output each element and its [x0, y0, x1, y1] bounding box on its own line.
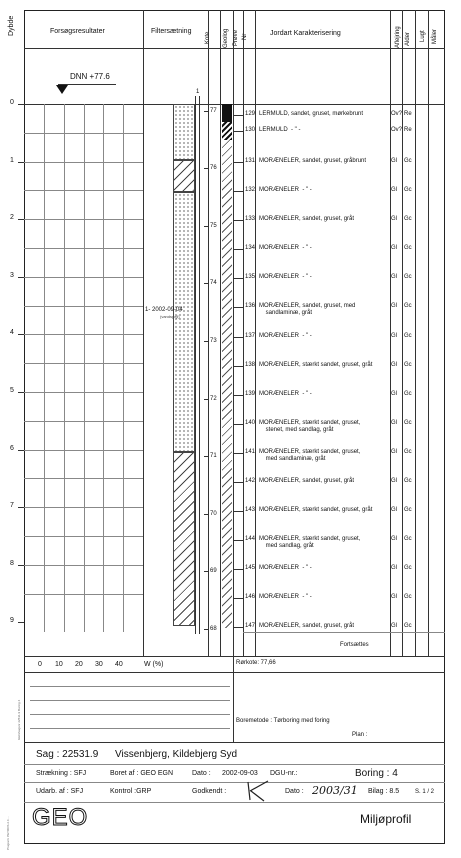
- sample-aflejring: Ov?: [391, 111, 403, 117]
- kote-tick-label: 74: [210, 280, 217, 287]
- kote-tick-label: 75: [210, 222, 217, 229]
- footer-rule-3: [24, 802, 445, 803]
- sample-alder: Gc: [404, 187, 412, 193]
- sample-nr: 144: [245, 536, 256, 542]
- sample-aflejring: Gl: [391, 623, 397, 629]
- sample-aflejring: Gl: [391, 536, 397, 542]
- sample-nr: 133: [245, 216, 256, 222]
- sample-nr: 136: [245, 303, 256, 309]
- sample-description: MORÆNELER, sandet, gruset, gråt: [259, 216, 355, 222]
- sample-aflejring: Gl: [391, 187, 397, 193]
- sample-alder: Gc: [404, 391, 412, 397]
- sample-aflejring: Gl: [391, 333, 397, 339]
- plan-label: Plan :: [352, 732, 368, 738]
- sample-aflejring: Gl: [391, 449, 397, 455]
- sample-description: MORÆNELER, stærkt sandet, gruset, med sandlaminæ, gråt: [259, 449, 361, 462]
- sample-nr: 134: [245, 245, 256, 251]
- info-rule-3: [30, 714, 230, 715]
- sample-description: MORÆNELER - " -: [259, 391, 312, 397]
- sample-nr: 140: [245, 420, 256, 426]
- depth-tick-label: 4: [10, 329, 14, 337]
- footer-boring: Boring : 4: [355, 768, 398, 779]
- sample-alder: Re: [404, 127, 412, 133]
- sample-aflejring: Gl: [391, 303, 397, 309]
- sample-description: MORÆNELER - " -: [259, 333, 312, 339]
- footer-dato2-label: Dato :: [285, 788, 304, 795]
- sample-nr: 146: [245, 594, 256, 600]
- kote-tick-label: 72: [210, 395, 217, 402]
- w-axis-label: W (%): [144, 661, 164, 668]
- depth-axis-label: Dybde: [8, 15, 15, 36]
- sample-aflejring: Gl: [391, 391, 397, 397]
- kote-tick-label: 73: [210, 337, 217, 344]
- sample-aflejring: Gl: [391, 274, 397, 280]
- depth-tick-label: 8: [10, 559, 14, 567]
- footer-udarb: Udarb. af : SFJ: [36, 788, 84, 795]
- footer-kontrol: Kontrol :GRP: [110, 788, 152, 795]
- sample-alder: Gc: [404, 362, 412, 368]
- sample-aflejring: Gl: [391, 158, 397, 164]
- footer-page: S. 1 / 2: [415, 789, 435, 795]
- sample-description: MORÆNELER, stærkt sandet, gruset, stenet, med sandlag, gråt: [259, 420, 361, 433]
- footer-rule-2: [24, 782, 445, 783]
- sample-aflejring: Ov?: [391, 127, 403, 133]
- footer-top-line: [24, 742, 445, 743]
- w-axis-tick-label: 30: [95, 661, 103, 668]
- depth-tick-label: 7: [10, 502, 14, 510]
- w-axis-tick-label: 40: [115, 661, 123, 668]
- sample-aflejring: Gl: [391, 420, 397, 426]
- footer-dato: 2002-09-03: [222, 770, 258, 777]
- header-filtersaetning: Filtersætning: [151, 28, 192, 35]
- program-text: Program: PETROS 2.4 ...: [6, 816, 10, 850]
- sample-nr: 135: [245, 274, 256, 280]
- kote-tick-label: 71: [210, 453, 217, 460]
- sample-alder: Gc: [404, 245, 412, 251]
- sample-alder: Gc: [404, 507, 412, 513]
- footer-dgu: DGU-nr.:: [270, 770, 298, 777]
- sample-nr: 145: [245, 565, 256, 571]
- depth-tick-label: 9: [10, 617, 14, 625]
- kote-tick-label: 69: [210, 568, 217, 575]
- sample-alder: Gc: [404, 623, 412, 629]
- boremetode: Boremetode : Tørboring med foring: [236, 718, 330, 724]
- sample-nr: 141: [245, 449, 256, 455]
- footer-boret-af: Boret af : GEO EGN: [110, 770, 174, 777]
- sample-description: MORÆNELER, sandet, gruset, gråbrunt: [259, 158, 367, 164]
- sample-description: MORÆNELER - " -: [259, 245, 312, 251]
- w-axis-bottom-line: [24, 672, 445, 673]
- sample-nr: 142: [245, 478, 256, 484]
- sample-description: MORÆNELER - " -: [259, 274, 312, 280]
- geo-logo: GEO: [32, 804, 89, 831]
- header-geolog: Geolog: [223, 28, 229, 48]
- footer-godkendt: Godkendt :: [192, 788, 227, 795]
- footer-title: Miljøprofil: [360, 812, 412, 826]
- sample-aflejring: Gl: [391, 245, 397, 251]
- sample-aflejring: Gl: [391, 507, 397, 513]
- footer-sag: Sag : 22531.9: [36, 749, 99, 760]
- sample-description: LERMULD - " -: [259, 127, 301, 133]
- header-forsoegsresultater: Forsøgsresultater: [50, 28, 105, 35]
- sample-nr: 147: [245, 623, 256, 629]
- sample-alder: Gc: [404, 274, 412, 280]
- w-axis-tick-label: 20: [75, 661, 83, 668]
- header-lugt: Lugt: [420, 30, 426, 42]
- info-rule-1: [30, 686, 230, 687]
- sample-description: MORÆNELER, sandet, gruset, gråt: [259, 623, 355, 629]
- sample-alder: Gc: [404, 536, 412, 542]
- rorkote: Rørkote: 77,66: [236, 660, 276, 666]
- sample-alder: Gc: [404, 333, 412, 339]
- kote-tick-label: 77: [210, 107, 217, 114]
- sample-alder: Gc: [404, 303, 412, 309]
- footer-dato2: 2003/31: [312, 784, 358, 797]
- depth-tick-label: 5: [10, 387, 14, 394]
- header-alder: Alder: [405, 31, 411, 46]
- sample-aflejring: Gl: [391, 565, 397, 571]
- depth-tick-label: 6: [10, 444, 14, 452]
- header-nr: Nr: [242, 33, 248, 40]
- sample-nr: 132: [245, 187, 256, 193]
- sample-nr: 138: [245, 362, 256, 368]
- sample-nr: 143: [245, 507, 256, 513]
- sample-nr: 130: [245, 127, 256, 133]
- side-small-text: GEO/sagsnr 22531.9 Boring 4: [17, 699, 21, 740]
- footer-rule-1: [24, 764, 445, 765]
- kote-tick-label: 70: [210, 510, 217, 517]
- filter-sublabel: (vandspejl): [160, 314, 180, 319]
- sample-description: MORÆNELER, stærkt sandet, gruset, gråt: [259, 507, 373, 513]
- kote-tick-label: 76: [210, 165, 217, 172]
- w-axis-tick-label: 0: [38, 661, 42, 668]
- sample-aflejring: Gl: [391, 478, 397, 484]
- sample-alder: Gc: [404, 565, 412, 571]
- w-axis-tick-label: 10: [55, 661, 63, 668]
- sample-description: MORÆNELER, stærkt sandet, gruset, gråt: [259, 362, 373, 368]
- sample-nr: 129: [245, 111, 256, 117]
- sample-aflejring: Gl: [391, 594, 397, 600]
- sample-alder: Gc: [404, 216, 412, 222]
- sample-description: MORÆNELER, stærkt sandet, gruset, med sandlag, gråt: [259, 536, 361, 549]
- info-divider: [233, 656, 234, 742]
- depth-tick-label: 1: [10, 156, 14, 164]
- dnn-label: DNN +77.6: [70, 72, 110, 81]
- sample-alder: Gc: [404, 594, 412, 600]
- casing-top-mark: 1: [196, 89, 200, 95]
- depth-tick-label: 0: [10, 99, 14, 106]
- filter-label: 1- 2002-09-04: [145, 307, 183, 313]
- sample-description: LERMULD, sandet, gruset, mørkebrunt: [259, 111, 364, 117]
- sample-description: MORÆNELER, sandet, gruset, gråt: [259, 478, 355, 484]
- header-jordart: Jordart Karakterisering: [270, 30, 341, 37]
- kote-tick-label: 68: [210, 625, 217, 632]
- sample-description: MORÆNELER - " -: [259, 565, 312, 571]
- sample-alder: Gc: [404, 158, 412, 164]
- info-rule-2: [30, 700, 230, 701]
- sample-alder: Gc: [404, 478, 412, 484]
- header-aflejring: Aflejring: [395, 26, 401, 48]
- footer-location: Vissenbjerg, Kildebjerg Syd: [115, 749, 238, 760]
- header-maaler: Måler: [432, 28, 438, 44]
- sample-description: MORÆNELER - " -: [259, 187, 312, 193]
- footer-dato-label: Dato :: [192, 770, 211, 777]
- sample-aflejring: Gl: [391, 216, 397, 222]
- footer-straekning: Strækning : SFJ: [36, 770, 87, 777]
- sample-description: MORÆNELER, sandet, gruset, med sandlaminæ, gråt: [259, 303, 356, 316]
- info-rule-4: [30, 728, 230, 729]
- footer-bilag: Bilag : 8.5: [368, 788, 400, 795]
- sample-nr: 137: [245, 333, 256, 339]
- sample-alder: Re: [404, 111, 412, 117]
- sample-nr: 139: [245, 391, 256, 397]
- sample-nr: 131: [245, 158, 256, 164]
- sample-aflejring: Gl: [391, 362, 397, 368]
- depth-tick-label: 3: [10, 271, 14, 279]
- header-kote: Kote: [205, 31, 211, 44]
- signature: [244, 778, 274, 804]
- header-proeve: Prøve: [233, 29, 239, 46]
- sample-description: MORÆNELER - " -: [259, 594, 312, 600]
- fortsaettes-label: Fortsættes: [340, 642, 369, 648]
- sample-alder: Gc: [404, 420, 412, 426]
- depth-tick-label: 2: [10, 214, 14, 222]
- sample-alder: Gc: [404, 449, 412, 455]
